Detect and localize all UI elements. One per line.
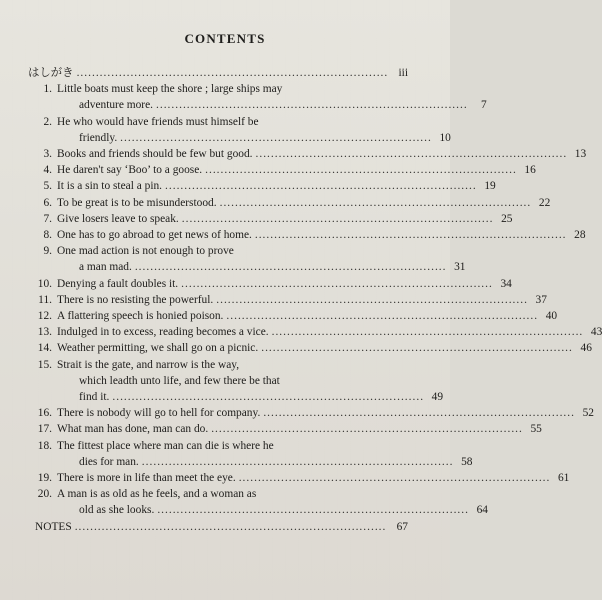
dot-leader: .................................................................................: [216, 293, 528, 306]
toc-entry-notes: [28, 519, 408, 535]
toc-entry-number: 11.: [38, 293, 52, 306]
toc-entry-text: A flattering speech is honied poison.: [57, 310, 224, 323]
dot-leader: .................................................................................: [219, 196, 532, 209]
toc-entry-continuation: [28, 454, 473, 470]
toc-entry-text: Denying a fault doubles it.: [57, 277, 179, 290]
toc-page-number: 22: [538, 196, 551, 209]
toc-entry: [28, 146, 587, 162]
toc-entry-text: The fittest place where man can die is where he: [57, 439, 274, 452]
toc-entry: [28, 292, 547, 308]
toc-entry-number: 8.: [43, 229, 52, 242]
toc-entry: [28, 211, 513, 227]
contents-title: CONTENTS: [184, 31, 266, 46]
toc-entry-text: What man has done, man can do.: [57, 423, 209, 436]
toc-entry-continuation: [28, 389, 444, 405]
toc-page-number: 19: [484, 180, 496, 193]
toc-entry: [28, 438, 408, 454]
toc-entry-text: NOTES: [35, 520, 72, 533]
toc-entry-text: Give losers leave to speak.: [57, 212, 179, 225]
toc-entry-number: 17.: [37, 423, 52, 436]
toc-entry-continuation: [28, 502, 488, 518]
toc-entry: [28, 227, 586, 243]
toc-page-number: 64: [476, 504, 488, 517]
toc-entry: [28, 65, 408, 81]
dot-leader: .................................................................................: [181, 277, 493, 290]
toc-entry: [28, 195, 551, 211]
toc-entry-number: 3.: [43, 148, 52, 161]
toc-page-number: 46: [580, 342, 592, 355]
dot-leader: .................................................................................: [205, 164, 517, 177]
toc-entry-text: adventure more.: [79, 99, 154, 112]
toc-entry-text: Little boats must keep the shore ; large ships may: [57, 83, 283, 96]
toc-entry-continuation: [28, 373, 408, 389]
toc-entry-continuation: [28, 259, 466, 275]
toc-page-number: 31: [454, 261, 466, 274]
toc-page-number: 7: [480, 99, 487, 112]
toc-entry-number: 12.: [37, 310, 52, 323]
dot-leader: .................................................................................: [76, 67, 389, 79]
dot-leader: .................................................................................: [271, 326, 584, 339]
toc-page-number: 43: [590, 326, 602, 339]
dot-leader: .................................................................................: [238, 472, 551, 485]
toc-entry-text: There is no resisting the powerful.: [57, 293, 214, 306]
toc-page-number: 25: [501, 212, 513, 225]
dot-leader: .................................................................................: [181, 212, 494, 225]
toc-entry-number: 14.: [37, 342, 52, 355]
toc-entry-text: Weather permitting, we shall go on a picnic.: [57, 342, 259, 355]
toc-page-number: 52: [582, 407, 594, 420]
toc-entry-number: 7.: [43, 212, 52, 225]
toc-entry: [28, 421, 542, 437]
dot-leader: .................................................................................: [141, 455, 454, 468]
toc-entry-text: It is a sin to steal a pin.: [57, 180, 163, 193]
toc-entry-text: a man mad.: [79, 261, 132, 274]
toc-page-number: iii: [398, 67, 408, 79]
toc-entry-text: Indulged in to excess, reading becomes a vice.: [57, 326, 269, 339]
dot-leader: .................................................................................: [134, 261, 447, 274]
toc-entry-text: Books and friends should be few but good.: [57, 148, 253, 161]
dot-leader: .................................................................................: [226, 310, 539, 323]
toc-entry-text: One has to go abroad to get news of home.: [57, 229, 252, 242]
dot-leader: .................................................................................: [211, 423, 523, 436]
toc-page-number: 55: [530, 423, 542, 436]
toc-entry: [28, 243, 408, 259]
toc-page-number: 40: [545, 310, 558, 323]
toc-entry: [28, 276, 512, 292]
dot-leader: .................................................................................: [156, 99, 468, 112]
toc-entry-text: old as she looks.: [79, 504, 155, 517]
toc-entry-text: A man is as old as he feels, and a woman as: [57, 488, 257, 501]
toc-entry-number: 15.: [37, 358, 52, 371]
dot-leader: .................................................................................: [157, 504, 469, 517]
toc-entry-continuation: [28, 97, 487, 113]
toc-entry: [28, 324, 602, 340]
toc-entry-text: find it.: [79, 391, 110, 404]
table-of-contents: [28, 65, 602, 535]
dot-leader: .................................................................................: [263, 407, 575, 420]
dot-leader: .................................................................................: [254, 229, 567, 242]
toc-page-number: 67: [396, 520, 408, 533]
toc-page-number: 28: [574, 229, 586, 242]
dot-leader: .................................................................................: [261, 342, 573, 355]
dot-leader: .................................................................................: [74, 520, 387, 533]
toc-entry-text: friendly.: [79, 131, 118, 144]
dot-leader: .................................................................................: [112, 391, 425, 404]
toc-entry-text: He who would have friends must himself be: [57, 115, 259, 128]
toc-entry-text: There is nobody will go to hell for company.: [57, 407, 261, 420]
toc-entry-text: dies for man.: [79, 455, 139, 468]
toc-entry-number: 10.: [37, 277, 52, 290]
toc-entry-number: 20.: [37, 488, 52, 501]
toc-entry: [28, 114, 408, 130]
toc-entry-text: Strait is the gate, and narrow is the way,: [57, 358, 240, 371]
toc-entry-number: 1.: [43, 83, 52, 96]
toc-entry-number: 2.: [43, 115, 52, 128]
toc-page-number: 13: [574, 148, 587, 161]
toc-page-number: 49: [431, 391, 444, 404]
toc-entry: [28, 81, 408, 97]
toc-entry-text: which leadth unto life, and few there be that: [79, 374, 280, 387]
toc-entry-number: 18.: [37, 439, 52, 452]
toc-entry-number: 16.: [37, 407, 52, 420]
toc-entry-number: 5.: [43, 180, 52, 193]
toc-page-number: 16: [524, 164, 536, 177]
toc-entry: [28, 405, 594, 421]
toc-entry-text: To be great is to be misunderstood.: [57, 196, 217, 209]
dot-leader: .................................................................................: [255, 148, 568, 161]
toc-entry: [28, 357, 408, 373]
toc-entry: [28, 178, 496, 194]
toc-page-number: 34: [500, 277, 512, 290]
toc-entry-number: 4.: [43, 164, 52, 177]
toc-page-number: 61: [557, 472, 570, 485]
dot-leader: .................................................................................: [165, 180, 477, 193]
toc-page-number: 58: [461, 455, 473, 468]
toc-entry-number: 9.: [43, 245, 52, 258]
toc-entry-continuation: [28, 130, 451, 146]
dot-leader: .................................................................................: [120, 131, 432, 144]
toc-entry: [28, 470, 570, 486]
toc-entry: [28, 308, 558, 324]
toc-page-number: 37: [535, 293, 547, 306]
toc-entry-number: 19.: [37, 472, 52, 485]
toc-entry: [28, 162, 536, 178]
toc-entry-number: 13.: [37, 326, 52, 339]
toc-entry-text: There is more in life than meet the eye.: [57, 472, 236, 485]
toc-entry: [28, 340, 592, 356]
toc-entry: [28, 486, 408, 502]
toc-entry-text: He daren't say ‘Boo’ to a goose.: [57, 164, 203, 177]
toc-entry-text: はしがき: [28, 67, 74, 79]
toc-entry-number: 6.: [43, 196, 52, 209]
toc-page-number: 10: [439, 131, 451, 144]
toc-entry-text: One mad action is not enough to prove: [57, 245, 234, 258]
